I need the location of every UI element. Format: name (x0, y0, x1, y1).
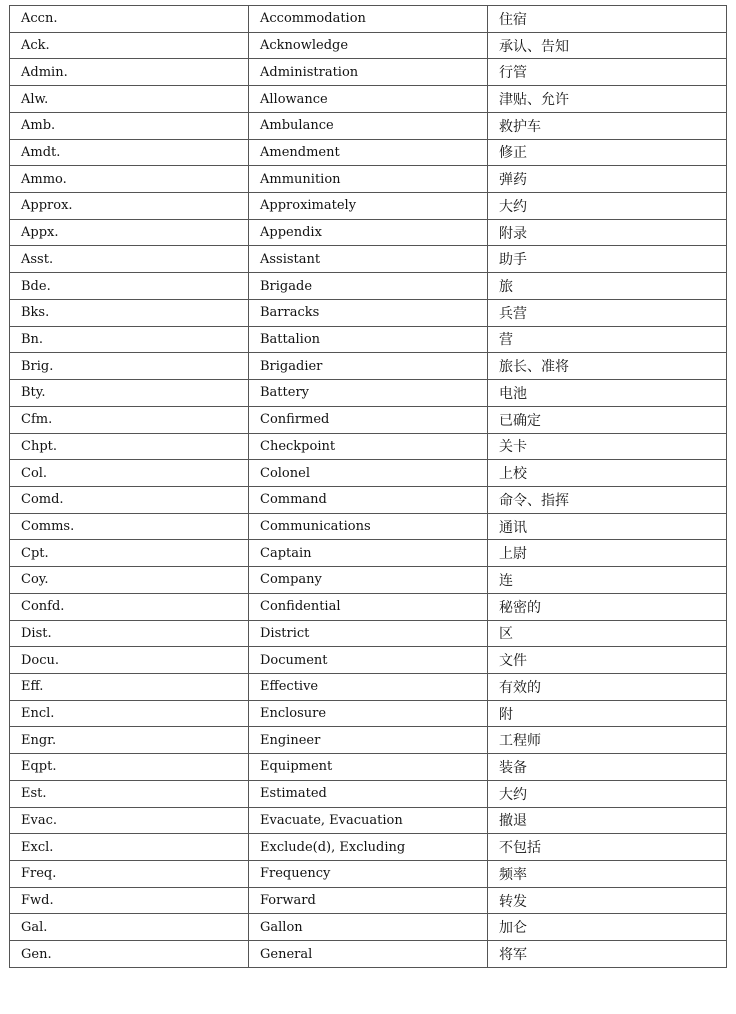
full-term-cell: Ammunition (249, 166, 488, 193)
chinese-translation-cell: 工程师 (488, 727, 727, 754)
table-row (10, 593, 727, 620)
abbreviation-cell: Eff. (10, 673, 249, 700)
table-row (10, 620, 727, 647)
chinese-translation-cell: 命令、指挥 (488, 486, 727, 513)
full-term-cell: Brigadier (249, 353, 488, 380)
full-term-cell: Exclude(d), Excluding (249, 834, 488, 861)
abbreviation-cell: Dist. (10, 620, 249, 647)
chinese-translation-cell: 有效的 (488, 673, 727, 700)
abbreviation-cell: Engr. (10, 727, 249, 754)
abbreviation-cell: Bde. (10, 273, 249, 300)
full-term-cell: General (249, 941, 488, 968)
full-term-cell: Document (249, 647, 488, 674)
full-term-cell: Checkpoint (249, 433, 488, 460)
table-row (10, 246, 727, 273)
full-term-cell: Battery (249, 380, 488, 407)
table-row (10, 6, 727, 33)
table-row (10, 941, 727, 968)
table-row (10, 219, 727, 246)
abbreviation-cell: Est. (10, 780, 249, 807)
chinese-translation-cell: 秘密的 (488, 593, 727, 620)
abbreviation-cell: Asst. (10, 246, 249, 273)
full-term-cell: Engineer (249, 727, 488, 754)
table-row (10, 32, 727, 59)
table-row (10, 540, 727, 567)
chinese-translation-cell: 装备 (488, 754, 727, 781)
chinese-translation-cell: 大约 (488, 193, 727, 220)
table-row (10, 166, 727, 193)
full-term-cell: Confidential (249, 593, 488, 620)
abbreviation-cell: Gen. (10, 941, 249, 968)
abbreviation-cell: Bty. (10, 380, 249, 407)
abbreviation-cell: Ammo. (10, 166, 249, 193)
abbreviation-cell: Amdt. (10, 139, 249, 166)
table-row (10, 700, 727, 727)
table-row (10, 406, 727, 433)
abbreviation-cell: Accn. (10, 6, 249, 33)
chinese-translation-cell: 文件 (488, 647, 727, 674)
chinese-translation-cell: 已确定 (488, 406, 727, 433)
chinese-translation-cell: 承认、告知 (488, 32, 727, 59)
abbreviation-cell: Eqpt. (10, 754, 249, 781)
abbreviation-cell: Bks. (10, 299, 249, 326)
full-term-cell: Communications (249, 513, 488, 540)
table-row (10, 112, 727, 139)
full-term-cell: Estimated (249, 780, 488, 807)
full-term-cell: Approximately (249, 193, 488, 220)
chinese-translation-cell: 修正 (488, 139, 727, 166)
chinese-translation-cell: 上校 (488, 460, 727, 487)
abbreviation-cell: Coy. (10, 567, 249, 594)
abbreviation-cell: Docu. (10, 647, 249, 674)
table-row (10, 754, 727, 781)
full-term-cell: Battalion (249, 326, 488, 353)
full-term-cell: Evacuate, Evacuation (249, 807, 488, 834)
full-term-cell: Brigade (249, 273, 488, 300)
table-row (10, 727, 727, 754)
chinese-translation-cell: 救护车 (488, 112, 727, 139)
table-row (10, 380, 727, 407)
abbreviation-cell: Alw. (10, 86, 249, 113)
chinese-translation-cell: 助手 (488, 246, 727, 273)
abbreviation-cell: Confd. (10, 593, 249, 620)
full-term-cell: Administration (249, 59, 488, 86)
chinese-translation-cell: 附录 (488, 219, 727, 246)
abbreviation-cell: Amb. (10, 112, 249, 139)
table-row (10, 887, 727, 914)
abbreviation-cell: Encl. (10, 700, 249, 727)
abbreviation-cell: Approx. (10, 193, 249, 220)
abbreviation-table-container (9, 5, 726, 968)
chinese-translation-cell: 通讯 (488, 513, 727, 540)
table-row (10, 433, 727, 460)
chinese-translation-cell: 频率 (488, 861, 727, 888)
chinese-translation-cell: 附 (488, 700, 727, 727)
table-row (10, 139, 727, 166)
chinese-translation-cell: 区 (488, 620, 727, 647)
chinese-translation-cell: 加仑 (488, 914, 727, 941)
chinese-translation-cell: 兵营 (488, 299, 727, 326)
abbreviation-cell: Comms. (10, 513, 249, 540)
full-term-cell: Amendment (249, 139, 488, 166)
chinese-translation-cell: 弹药 (488, 166, 727, 193)
table-row (10, 914, 727, 941)
full-term-cell: Enclosure (249, 700, 488, 727)
chinese-translation-cell: 营 (488, 326, 727, 353)
abbreviation-cell: Comd. (10, 486, 249, 513)
chinese-translation-cell: 关卡 (488, 433, 727, 460)
table-row (10, 193, 727, 220)
table-row (10, 780, 727, 807)
abbreviation-cell: Cfm. (10, 406, 249, 433)
table-body (10, 6, 727, 968)
chinese-translation-cell: 转发 (488, 887, 727, 914)
full-term-cell: Appendix (249, 219, 488, 246)
full-term-cell: Accommodation (249, 6, 488, 33)
full-term-cell: Gallon (249, 914, 488, 941)
full-term-cell: Barracks (249, 299, 488, 326)
abbreviation-cell: Admin. (10, 59, 249, 86)
full-term-cell: Assistant (249, 246, 488, 273)
full-term-cell: Equipment (249, 754, 488, 781)
table-row (10, 647, 727, 674)
table-row (10, 673, 727, 700)
abbreviation-cell: Fwd. (10, 887, 249, 914)
table-row (10, 513, 727, 540)
table-row (10, 486, 727, 513)
table-row (10, 807, 727, 834)
full-term-cell: Captain (249, 540, 488, 567)
table-row (10, 460, 727, 487)
abbreviation-cell: Excl. (10, 834, 249, 861)
chinese-translation-cell: 将军 (488, 941, 727, 968)
table-row (10, 861, 727, 888)
abbreviation-cell: Appx. (10, 219, 249, 246)
abbreviation-cell: Evac. (10, 807, 249, 834)
abbreviation-cell: Cpt. (10, 540, 249, 567)
abbreviation-cell: Ack. (10, 32, 249, 59)
chinese-translation-cell: 旅长、准将 (488, 353, 727, 380)
full-term-cell: Company (249, 567, 488, 594)
abbreviation-cell: Bn. (10, 326, 249, 353)
chinese-translation-cell: 大约 (488, 780, 727, 807)
full-term-cell: Confirmed (249, 406, 488, 433)
full-term-cell: Frequency (249, 861, 488, 888)
abbreviation-table (9, 5, 727, 968)
chinese-translation-cell: 津贴、允许 (488, 86, 727, 113)
chinese-translation-cell: 住宿 (488, 6, 727, 33)
full-term-cell: District (249, 620, 488, 647)
chinese-translation-cell: 撤退 (488, 807, 727, 834)
abbreviation-cell: Brig. (10, 353, 249, 380)
table-row (10, 273, 727, 300)
full-term-cell: Command (249, 486, 488, 513)
full-term-cell: Ambulance (249, 112, 488, 139)
table-row (10, 299, 727, 326)
chinese-translation-cell: 旅 (488, 273, 727, 300)
table-row (10, 834, 727, 861)
abbreviation-cell: Col. (10, 460, 249, 487)
full-term-cell: Effective (249, 673, 488, 700)
table-row (10, 567, 727, 594)
chinese-translation-cell: 上尉 (488, 540, 727, 567)
chinese-translation-cell: 连 (488, 567, 727, 594)
full-term-cell: Colonel (249, 460, 488, 487)
abbreviation-cell: Freq. (10, 861, 249, 888)
table-row (10, 59, 727, 86)
full-term-cell: Allowance (249, 86, 488, 113)
chinese-translation-cell: 电池 (488, 380, 727, 407)
table-row (10, 86, 727, 113)
chinese-translation-cell: 行管 (488, 59, 727, 86)
full-term-cell: Forward (249, 887, 488, 914)
abbreviation-cell: Chpt. (10, 433, 249, 460)
table-row (10, 353, 727, 380)
table-row (10, 326, 727, 353)
abbreviation-cell: Gal. (10, 914, 249, 941)
chinese-translation-cell: 不包括 (488, 834, 727, 861)
full-term-cell: Acknowledge (249, 32, 488, 59)
